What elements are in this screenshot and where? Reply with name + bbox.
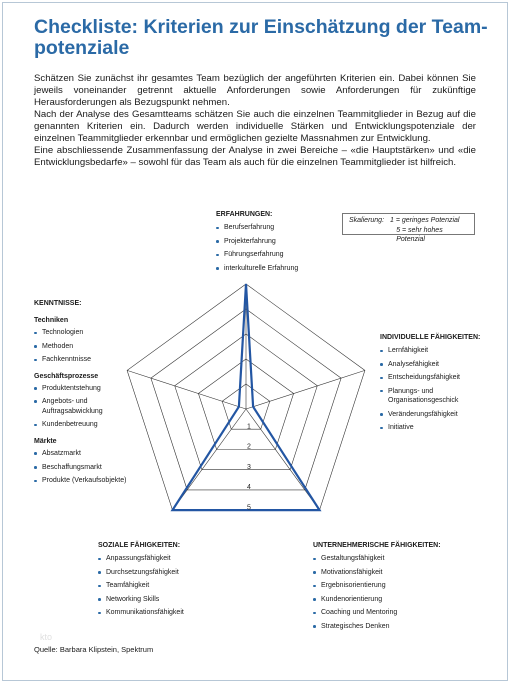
category-unternehmerische (313, 540, 441, 634)
list-item: Berufserfahrung (216, 221, 298, 235)
list-item: Kundenorientierung (313, 593, 441, 607)
scale-max-text: 5 = sehr hohes Potenzial (388, 226, 470, 245)
scale-min-text: 1 = geringes Potenzial (390, 216, 459, 226)
scale-label: 2 (247, 444, 251, 451)
source-citation: Quelle: Barbara Klipstein, Spektrum (34, 645, 153, 654)
category-soziale (98, 540, 184, 620)
list-item: Ergebnisorientierung (313, 579, 441, 593)
list-item: Analysefähigkeit (380, 358, 495, 372)
list-item: Projekterfahrung (216, 235, 298, 249)
list-item: Coaching und Mentoring (313, 606, 441, 620)
scale-label: 5 (247, 504, 251, 511)
scale-label: Skalierung: (349, 216, 390, 226)
scale-legend (342, 213, 475, 235)
list-item: Lernfähigkeit (380, 344, 495, 358)
category-title: INDIVIDUELLE FÄHIGKEITEN: (380, 332, 495, 343)
radar-axes (127, 284, 365, 510)
list-item: Fachkenntnisse (34, 353, 154, 367)
list-item: Führungserfahrung (216, 248, 298, 262)
category-title: SOZIALE FÄHIGKEITEN: (98, 540, 184, 551)
category-title: KENNTNISSE: (34, 298, 154, 309)
list-item: Durchsetzungsfähigkeit (98, 566, 184, 580)
intro-paragraph: Schätzen Sie zunächst ihr gesamtes Team bezüglich der angeführten Kriterien ein. Dabei können Sie jeweils voneinander getrennt aktuelle Anforderungen sowie Anforderungen für zukünftige Herausforderungen als Bezugspunkt nehmen. (34, 73, 476, 109)
list-item: Kundenbetreuung (34, 418, 154, 432)
category-title: ERFAHRUNGEN: (216, 209, 298, 220)
list-item: interkulturelle Erfahrung (216, 262, 298, 276)
group-title: Techniken (34, 315, 154, 326)
group-title: Märkte (34, 436, 154, 447)
list-item: Absatzmarkt (34, 447, 154, 461)
group-title: Geschäftsprozesse (34, 371, 154, 382)
list-item: Motivationsfähigkeit (313, 566, 441, 580)
category-erfahrungen (216, 209, 298, 275)
intro-paragraph: Eine abschliessende Zusammenfassung der Analyse in zwei Bereiche – «die Hauptstärken» und «die Entwicklungsbedarfe» – sowohl für das Team als auch für die einzelnen Teammitglieder ist hilfreich. (34, 145, 476, 169)
watermark-text: kto (40, 632, 52, 642)
list-item: Planungs- und Organisationsgeschick (380, 385, 460, 408)
list-item: Strategisches Denken (313, 620, 441, 634)
list-item: Teamfähigkeit (98, 579, 184, 593)
list-item: Produkte (Verkaufsobjekte) (34, 474, 154, 488)
list-item: Produktentstehung (34, 382, 154, 396)
scale-label: 1 (247, 423, 251, 430)
list-item: Beschaffungsmarkt (34, 461, 154, 475)
list-item: Technologien (34, 326, 154, 340)
page-title: Checkliste: Kriterien zur Einschätzung der Team-potenziale (34, 17, 494, 59)
category-title: UNTERNEHMERISCHE FÄHIGKEITEN: (313, 540, 441, 551)
scale-label: 3 (247, 464, 251, 471)
list-item: Gestaltungsfähigkeit (313, 552, 441, 566)
list-item: Initiative (380, 421, 495, 435)
checklist-page (2, 2, 508, 681)
radar-scale-labels (247, 423, 251, 511)
list-item: Kommunikationsfähigkeit (98, 606, 184, 620)
list-item: Veränderungsfähigkeit (380, 408, 495, 422)
scale-label: 4 (247, 484, 251, 491)
intro-paragraph: Nach der Analyse des Gesamtteams schätzen Sie auch die einzelnen Teammitglieder in Bezug auf die genannten Kriterien ein. Dadurch werden individuelle Stärken und Entwicklungspotenziale der einzelnen Teammitglieder erkennbar und ermöglichen gezielte Massnahmen zur Entwicklung. (34, 109, 476, 145)
list-item: Methoden (34, 340, 154, 354)
category-kenntnisse (34, 298, 154, 488)
category-individuelle (380, 332, 495, 435)
list-item: Networking Skills (98, 593, 184, 607)
axis-line (246, 370, 365, 409)
list-item: Entscheidungsfähigkeit (380, 371, 495, 385)
list-item: Anpassungsfähigkeit (98, 552, 184, 566)
list-item: Angebots- und Auftragsabwicklung (34, 395, 132, 418)
